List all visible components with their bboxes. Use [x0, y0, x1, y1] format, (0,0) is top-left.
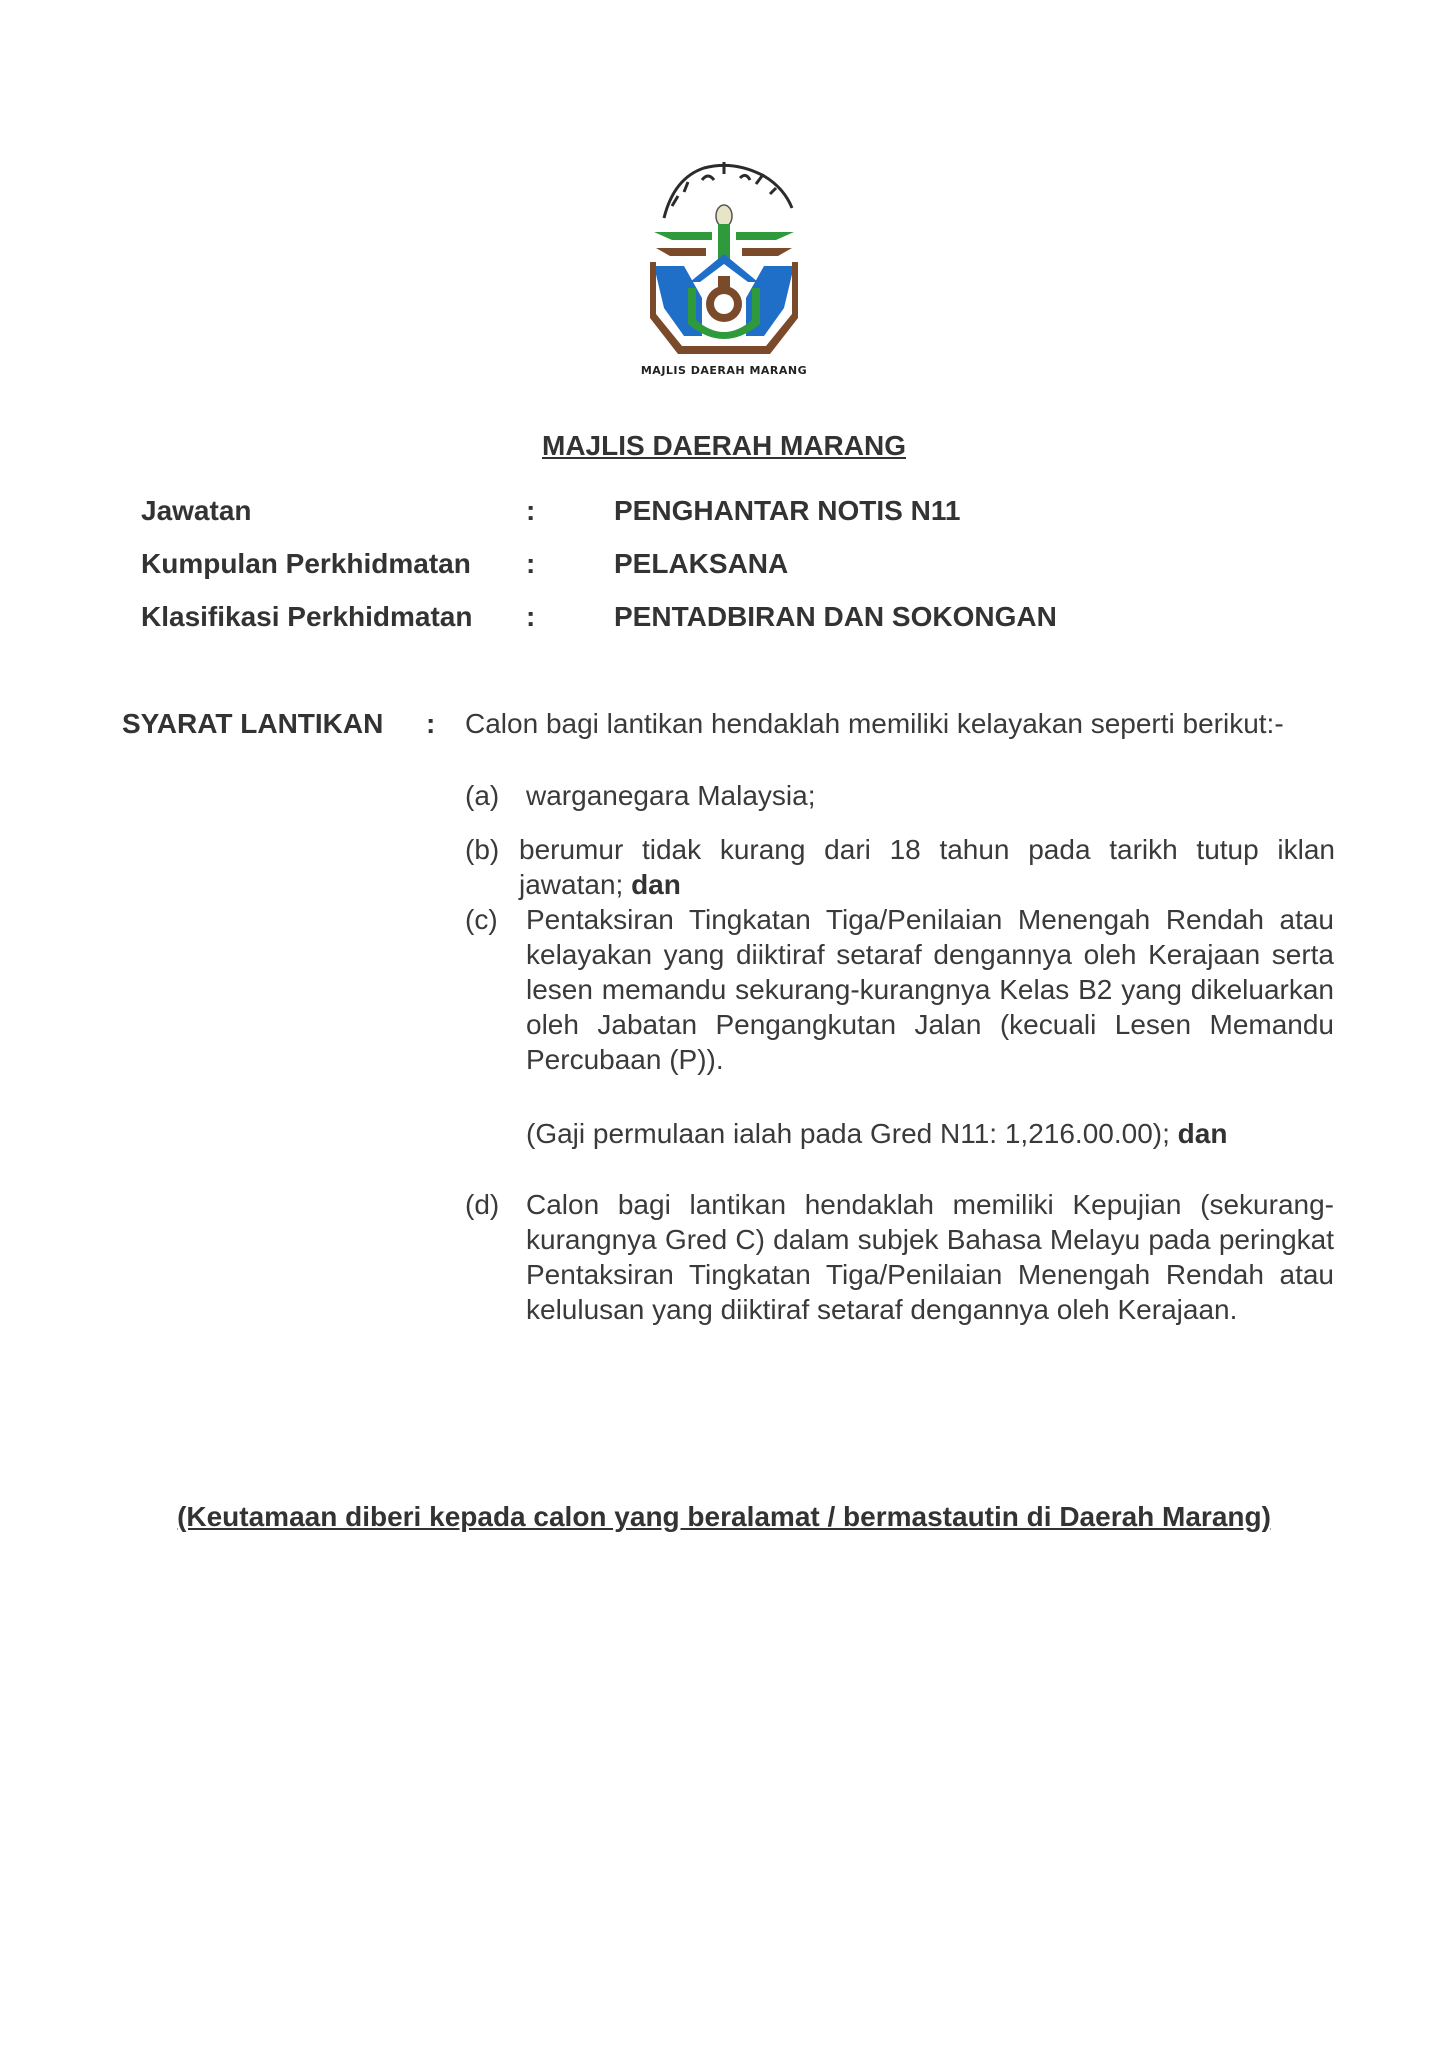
logo-caption: MAJLIS DAERAH MARANG: [640, 364, 808, 377]
info-row-klasifikasi: [141, 601, 1341, 641]
info-row-kumpulan: [141, 548, 1341, 588]
priority-note: (Keutamaan diberi kepada calon yang beralamat / bermastautin di Daerah Marang): [177, 1501, 1271, 1532]
salary-bold-suffix: dan: [1177, 1118, 1228, 1149]
item-marker: (a): [465, 780, 500, 811]
info-value: PENGHANTAR NOTIS N11: [614, 495, 961, 526]
info-colon: :: [526, 495, 536, 526]
syarat-colon: :: [426, 708, 436, 739]
item-text: [519, 832, 1335, 902]
majlis-daerah-marang-logo: [644, 158, 804, 384]
item-text: Calon bagi lantikan hendaklah memiliki Kepujian (sekurang-kurangnya Gred C) dalam subjek Bahasa Melayu pada peringkat Pentaksiran Tingkatan Tiga/Penilaian Menengah Rendah atau kelulusan yang diiktiraf setaraf dengannya oleh Kerajaan.: [526, 1189, 1334, 1325]
info-label: Klasifikasi Perkhidmatan: [141, 601, 473, 632]
info-row-jawatan: [141, 495, 1341, 535]
syarat-lantikan-label: SYARAT LANTIKAN: [122, 708, 384, 739]
info-colon: :: [526, 548, 536, 579]
salary-body: (Gaji permulaan ialah pada Gred N11: 1,216.00.00);: [526, 1118, 1170, 1149]
item-text: Pentaksiran Tingkatan Tiga/Penilaian Menengah Rendah atau kelayakan yang diiktiraf setaraf dengannya oleh Kerajaan serta lesen memandu sekurang-kurangnya Kelas B2 yang dikeluarkan oleh Jabatan Pengangkutan Jalan (kecuali Lesen Memandu Percubaan (P)).: [526, 904, 1334, 1075]
info-value: PENTADBIRAN DAN SOKONGAN: [614, 601, 1057, 632]
item-marker: (d): [465, 1189, 500, 1220]
item-body: berumur tidak kurang dari 18 tahun pada tarikh tutup iklan jawatan;: [519, 834, 1335, 900]
info-label: Kumpulan Perkhidmatan: [141, 548, 471, 579]
page-title: MAJLIS DAERAH MARANG: [542, 430, 906, 461]
info-label: Jawatan: [141, 495, 252, 526]
item-marker: (c): [465, 904, 498, 935]
info-value: PELAKSANA: [614, 548, 789, 579]
salary-text: [526, 1116, 1334, 1151]
info-colon: :: [526, 601, 536, 632]
item-bold-suffix: dan: [631, 869, 681, 900]
syarat-intro: Calon bagi lantikan hendaklah memiliki kelayakan seperti berikut:-: [465, 708, 1284, 739]
item-marker: (b): [465, 834, 500, 865]
item-text: warganegara Malaysia;: [526, 780, 816, 811]
logo-emblem: [644, 158, 804, 368]
